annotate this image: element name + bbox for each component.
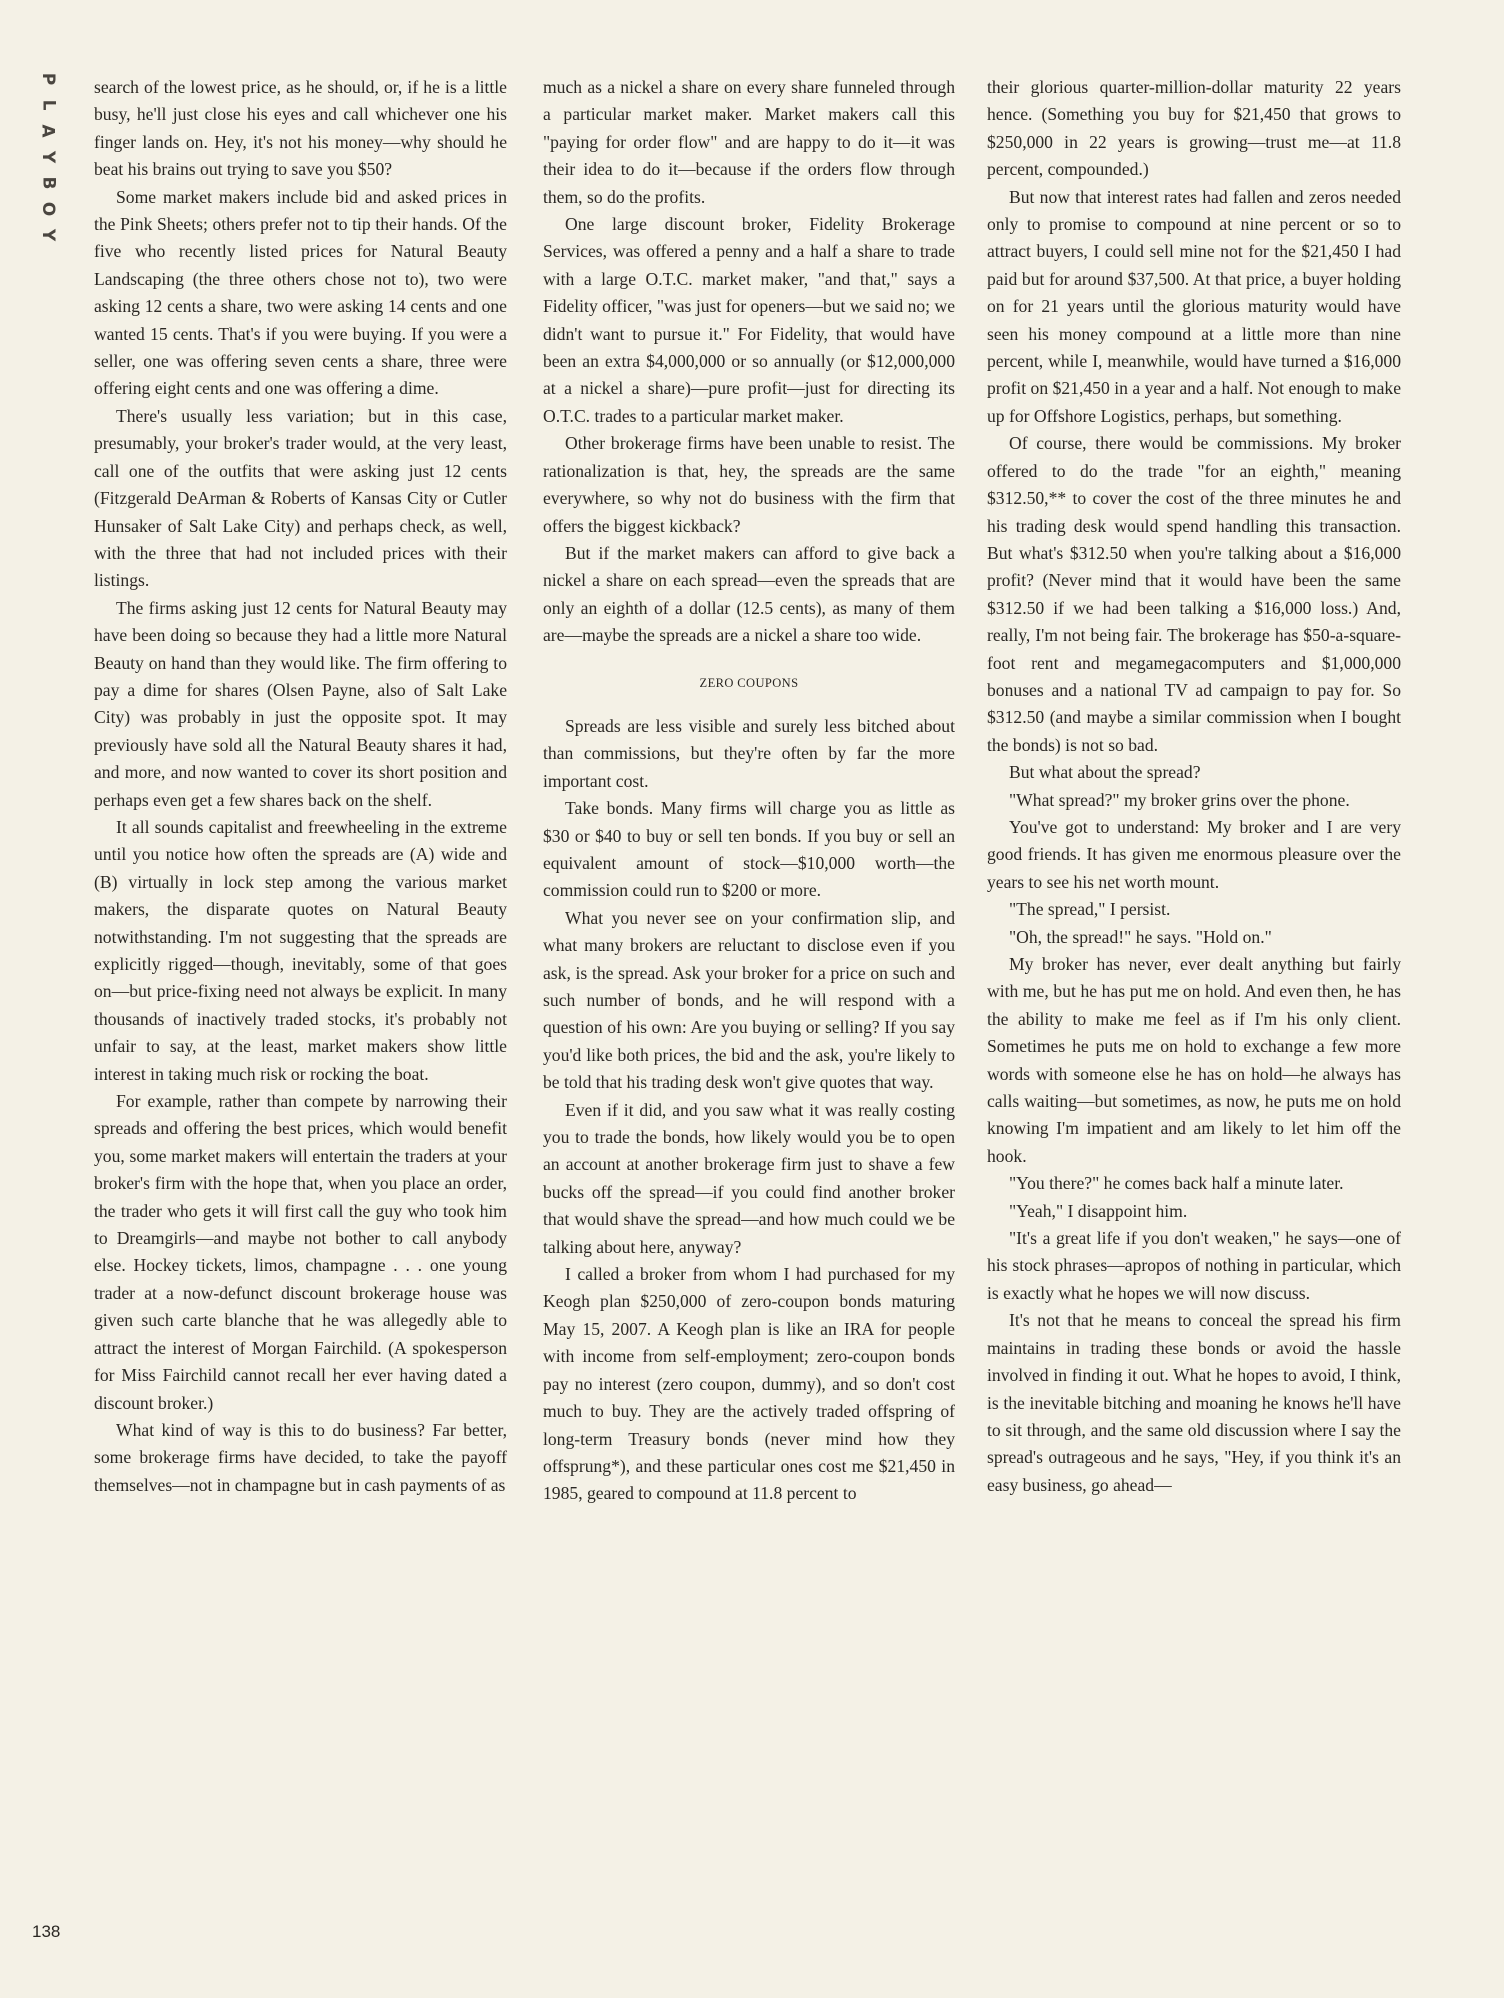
column-2: [543, 74, 955, 1508]
paragraph: It's not that he means to conceal the spread his firm maintains in trading these bonds or avoid the hassle involved in finding it out. What he hopes to avoid, I think, is the inevitable bitching and moaning he knows he'll have to sit through, and the same old discussion where I say the spread's outrageous and he says, "Hey, if you think it's an easy business, go ahead—: [987, 1310, 1401, 1495]
column-1: [94, 74, 507, 1499]
paragraph: But if the market makers can afford to give back a nickel a share on each spread—even the spreads that are only an eighth of a dollar (12.5 cents), as many of them are—maybe the spreads are a nickel a share too wide.: [543, 542, 955, 646]
masthead-letter: P: [38, 72, 58, 86]
paragraph: Of course, there would be commissions. My broker offered to do the trade "for an eighth," meaning $312.50,** to cover the cost of the three minutes he and his trading desk would spend handling this transaction. But what's $312.50 when you're talking about a $16,000 profit? (Never mind that it would have been the same $312.50 if we had been talking a $16,000 loss.) And, really, I'm not being fair. The brokerage has $50-a-square-foot rent and megamegacomputers and $1,000,000 bonuses and a national TV ad campaign to pay for. So $312.50 (and maybe a similar commission when I bought the bonds) is not so bad.: [987, 433, 1401, 755]
paragraph: It all sounds capitalist and freewheeling in the extreme until you notice how often the spreads are (A) wide and (B) virtually in lock step among the various market makers, the disparate quotes on Natural Beauty notwithstanding. I'm not suggesting that the spreads are explicitly rigged—though, inevitably, some of that goes on—but price-fixing need not always be explicit. In many thousands of inactively traded stocks, it's probably not unfair to say, at the least, market makers show little interest in taking much risk or rocking the boat.: [94, 816, 507, 1084]
paragraph: Other brokerage firms have been unable to resist. The rationalization is that, hey, the spreads are the same everywhere, so why not do business with the firm that offers the biggest kickback?: [543, 433, 955, 536]
paragraph: "Oh, the spread!" he says. "Hold on.": [1009, 926, 1272, 947]
paragraph: "The spread," I persist.: [1009, 899, 1171, 920]
paragraph: search of the lowest price, as he should, or, if he is a little busy, he'll just close his eyes and call whichever one his finger lands on. Hey, it's not his money—why should he beat his brains out trying to save you $50?: [94, 77, 507, 180]
paragraph: One large discount broker, Fidelity Brokerage Services, was offered a penny and a half a share to trade with a large O.T.C. market maker, "and that," says a Fidelity officer, "was just for openers—but we said no; we didn't want to pursue it." For Fidelity, that would have been an extra $4,000,000 or so annually (or $12,000,000 at a nickel a share)—pure profit—just for directing its O.T.C. trades to a particular market maker.: [543, 214, 955, 426]
page-number: 138: [32, 1922, 61, 1941]
masthead-letter: O: [37, 201, 58, 217]
paragraph: "Yeah," I disappoint him.: [1009, 1200, 1188, 1221]
section-subhead: ZERO COUPONS: [699, 675, 799, 690]
paragraph: You've got to understand: My broker and I are very good friends. It has given me enormous pleasure over the years to see his net worth mount.: [987, 816, 1401, 892]
paragraph: I called a broker from whom I had purchased for my Keogh plan $250,000 of zero-coupon bonds maturing May 15, 2007. A Keogh plan is like an IRA for people with income from self-employment; zero-coupon bonds pay no interest (zero coupon, dummy), and so don't cost much to buy. They are the actively traded offspring of long-term Treasury bonds (never mind how they offsprung*), and these particular ones cost me $21,450 in 1985, geared to compound at 11.8 percent to: [543, 1264, 955, 1504]
column-3: [987, 74, 1401, 1499]
paragraph: But now that interest rates had fallen and zeros needed only to promise to compound at nine percent or so to attract buyers, I could sell mine not for the $21,450 I had paid but for around $37,500. At that price, a buyer holding on for 21 years until the glorious maturity would have seen his money compound at a little more than nine percent, while I, meanwhile, would have turned a $16,000 profit on $21,450 in a year and a half. Not enough to make up for Offshore Logistics, perhaps, but something.: [987, 186, 1401, 426]
masthead-letter: Y: [38, 150, 58, 164]
paragraph: Even if it did, and you saw what it was really costing you to trade the bonds, how likely would you be to open an account at another brokerage firm just to shave a few bucks off the spread—if you could find another broker that would shave the spread—and how much could we be talking about here, anyway?: [543, 1099, 955, 1257]
paragraph: Spreads are less visible and surely less bitched about than commissions, but they're often by far the more important cost.: [543, 715, 955, 791]
paragraph: Some market makers include bid and asked prices in the Pink Sheets; others prefer not to tip their hands. Of the five who recently listed prices for Natural Beauty Landscaping (the three others chose not to), two were asking 12 cents a share, two were asking 14 cents and one wanted 15 cents. That's if you were buying. If you were a seller, one was offering seven cents a share, three were offering eight cents and one was offering a dime.: [94, 186, 507, 399]
masthead-letter: B: [38, 176, 58, 190]
paragraph: What kind of way is this to do business? Far better, some brokerage firms have decided, to take the payoff themselves—not in champagne but in cash payments of as: [94, 1419, 507, 1495]
paragraph: much as a nickel a share on every share funneled through a particular market maker. Market makers call this "paying for order flow" and are happy to do it—it was their idea to do it—because if the orders flow through them, so do the profits.: [543, 77, 955, 207]
masthead-letter: Y: [38, 228, 58, 242]
paragraph: "You there?" he comes back half a minute later.: [1009, 1173, 1344, 1194]
paragraph: For example, rather than compete by narrowing their spreads and offering the best prices, which would benefit you, some market makers will entertain the traders at your broker's firm with the hope that, when you place an order, the trader who gets it will first call the guy who took him to Dreamgirls—and maybe not bother to call anybody else. Hockey tickets, limos, champagne . . . one young trader at a now-defunct discount brokerage house was given such carte blanche that he was allegedly able to attract the interest of Morgan Fairchild. (A spokesperson for Miss Fairchild cannot recall her ever having dated a discount broker.): [94, 1091, 507, 1413]
masthead: [36, 66, 60, 248]
paragraph: There's usually less variation; but in this case, presumably, your broker's trader would, at the very least, call one of the outfits that were asking just 12 cents (Fitzgerald DeArman & Roberts of Kansas City or Cutler Hunsaker of Salt Lake City) and perhaps check, as well, with the three that had not included prices with their listings.: [94, 405, 507, 591]
paragraph: But what about the spread?: [1009, 762, 1201, 783]
paragraph: "It's a great life if you don't weaken," he says—one of his stock phrases—apropos of nothing in particular, which is exactly what he hopes we will now discuss.: [987, 1228, 1401, 1303]
masthead-letter: L: [38, 99, 58, 111]
paragraph: "What spread?" my broker grins over the phone.: [1009, 789, 1350, 810]
paragraph: The firms asking just 12 cents for Natural Beauty may have been doing so because they had a little more Natural Beauty on hand than they would like. The firm offering to pay a dime for shares (Olsen Payne, also of Salt Lake City) was probably in just the opposite spot. It may previously have sold all the Natural Beauty shares it had, and more, and now wanted to cover its short position and perhaps even get a few shares back on the shelf.: [94, 597, 507, 810]
masthead-letter: A: [37, 124, 58, 138]
paragraph: Take bonds. Many firms will charge you as little as $30 or $40 to buy or sell ten bonds. If you buy or sell an equivalent amount of stock—$10,000 worth—the commission could run to $200 or more.: [543, 798, 955, 901]
paragraph: their glorious quarter-million-dollar maturity 22 years hence. (Something you buy for $21,450 that grows to $250,000 in 22 years is growing—trust me—at 11.8 percent, compounded.): [987, 77, 1401, 180]
paragraph: What you never see on your confirmation slip, and what many brokers are reluctant to disclose even if you ask, is the spread. Ask your broker for a price on such and such number of bonds, and he will respond with a question of his own: Are you buying or selling? If you say you'd like both prices, the bid and the ask, you're likely to be told that his trading desk won't give quotes that way.: [543, 907, 955, 1093]
paragraph: My broker has never, ever dealt anything but fairly with me, but he has put me on hold. And even then, he has the ability to make me feel as if I'm his only client. Sometimes he puts me on hold to exchange a few more words with someone else he has on hold—he always has calls waiting—but sometimes, as now, he puts me on hold knowing I'm impatient and am likely to let him off the hook.: [987, 954, 1401, 1166]
